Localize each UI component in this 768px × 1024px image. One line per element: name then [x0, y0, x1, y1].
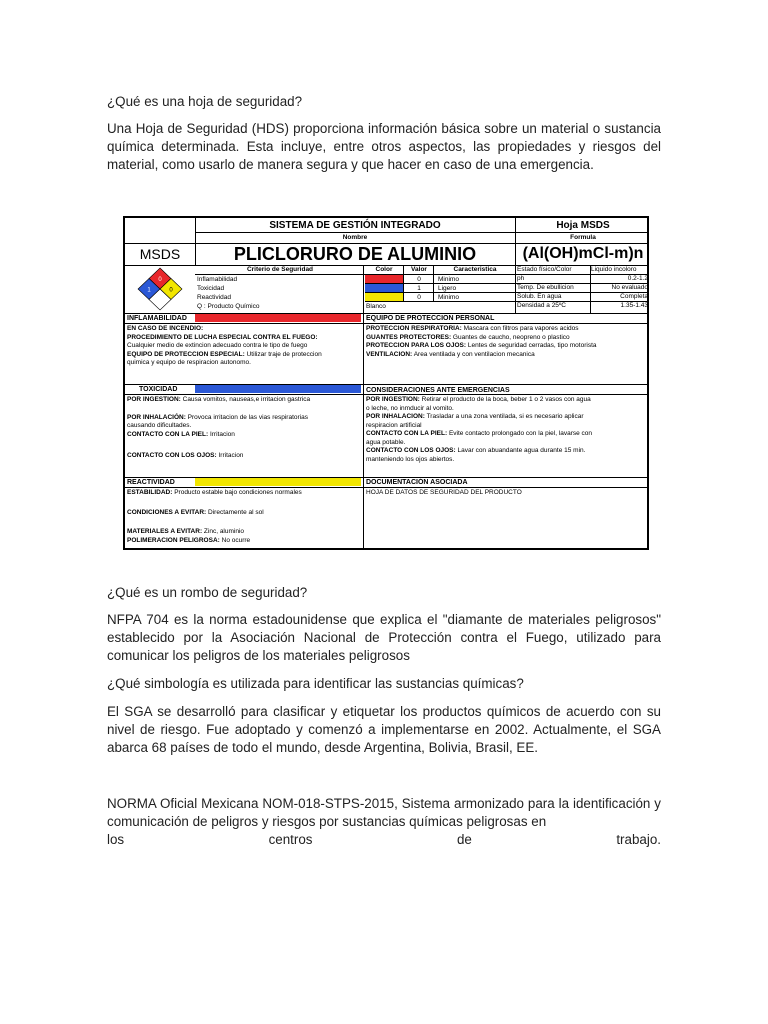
- header-title: SISTEMA DE GESTIÓN INTEGRADO: [269, 220, 441, 231]
- criteria-caracteristica: Minimo: [438, 294, 459, 301]
- toxicidad-bar: [195, 385, 361, 393]
- hdr-caracteristica: Caracteristica: [453, 266, 497, 273]
- diamond-right-value: 0: [169, 287, 173, 294]
- product-formula: (Al(OH)mCl-m)n: [522, 245, 644, 262]
- label-nombre: Nombre: [342, 234, 368, 241]
- criteria-valor: 0: [417, 276, 421, 283]
- header-doc: Hoja MSDS: [556, 220, 610, 231]
- section-epp-title: EQUIPO DE PROTECCION PERSONAL: [366, 315, 495, 322]
- color-swatch-red: [365, 275, 403, 283]
- epp-block: PROTECCION RESPIRATORIA: Mascara con filtros para vapores acidos GUANTES PROTECTORES: Guantes de caucho, neopreno o plastico PROTECCION PARA LOS OJOS: Lentes de seguridad cerradas, tipo motorista VENTILACION: Area ventilada y con ventilacion mecanica: [366, 325, 597, 358]
- product-name: PLICLORURO DE ALUMINIO: [233, 244, 477, 264]
- emergencias-block: POR INGESTION: Retirar el producto de la boca, beber 1 o 2 vasos con agua o leche, no inmducir al vomito. POR INHALACION: Trasladar a una zona ventilada, si es necesario aplicar respiracion artificial CONTACTO CON LA PIEL: Evite contacto prolongado con la piel, lavarse con agua potable. CONTACTO CON LOS OJOS: Lavar con abuandante agua durante 15 min. manteniendo los ojos abiertos.: [366, 396, 593, 463]
- prop-label: Estado físico/Color: [517, 266, 572, 273]
- hdr-valor: Valor: [411, 266, 427, 273]
- criteria-caracteristica: Minimo: [438, 276, 459, 283]
- criteria-caracteristica: Ligero: [438, 285, 457, 292]
- toxicidad-block: POR INGESTION: Causa vomitos, nauseas,e irritacion gastrica POR INHALACIÓN: Provoca irritacion de las vias respiratorias causando dificultades. CONTACTO CON LA PIEL: Irritacion CONTACTO CON LOS OJOS: Irritacion: [127, 396, 311, 459]
- paragraph-hds: Una Hoja de Seguridad (HDS) proporciona información básica sobre un material o sustancia química determinada. Esta incluye, entre otros aspectos, las propiedades y riesgos del material, como usarlo de manera segura y que hacer en caso de una emergencia.: [107, 121, 661, 172]
- paragraph-nom: NORMA Oficial Mexicana NOM-018-STPS-2015, Sistema armonizado para la identificación y comunicación de peligros y riesgos por sustancias químicas peligrosas en: [107, 796, 661, 829]
- section-inflamabilidad-title: INFLAMABILIDAD: [127, 315, 187, 322]
- prop-value: No evaluado: [611, 284, 648, 291]
- question-hoja-seguridad: ¿Qué es una hoja de seguridad?: [107, 94, 303, 109]
- label-formula: Formula: [570, 234, 596, 241]
- section-toxicidad-title: TOXICIDAD: [139, 386, 178, 393]
- prop-label: Temp. De ebullicion: [517, 284, 574, 291]
- section-emergencias-title: CONSIDERACIONES ANTE EMERGENCIAS: [366, 387, 510, 394]
- section-documentacion-title: DOCUMENTACIÓN ASOCIADA: [366, 479, 468, 486]
- diamond-left-value: 1: [147, 287, 151, 294]
- diamond-top-value: 0: [158, 277, 162, 283]
- color-swatch-blue: [365, 284, 403, 292]
- prop-value: 1.35-1.43: [620, 302, 648, 309]
- prop-value: Liquido incoloro: [591, 266, 637, 273]
- prop-label: ph: [517, 275, 525, 282]
- section-reactividad-title: REACTIVIDAD: [127, 479, 175, 486]
- prop-label: Solub. En agua: [517, 293, 562, 300]
- hdr-criterio: Criterio de Seguridad: [246, 266, 314, 273]
- criteria-valor: 1: [417, 285, 421, 292]
- paragraph-sga: El SGA se desarrolló para clasificar y etiquetar los productos químicos de acuerdo con su nivel de riesgo. Fue adoptado y comenzó a implementarse en 2002. Actualmente, el SGA abarca 68 países de todo el mundo, desde Argentina, Bolivia, Brasil, EE.: [107, 704, 661, 755]
- prop-label: Densidad a 25ºC: [517, 302, 566, 309]
- color-label-blanco: Blanco: [366, 303, 386, 310]
- prop-value: 0.2-1.2: [627, 275, 648, 282]
- documentacion-text: HOJA DE DATOS DE SEGURIDAD DEL PRODUCTO: [366, 489, 522, 496]
- incendio-block: EN CASO DE INCENDIO: PROCEDIMIENTO DE LUCHA ESPECIAL CONTRA EL FUEGO: Cualquier medio de extincion adecuado contra le tipo de fuego EQUIPO DE PROTECCION ESPECIAL: Utilizar traje de proteccion quimica y equipo de respiracion autonomo.: [127, 325, 322, 366]
- reactividad-block: ESTABILIDAD: Producto estable bajo condiciones normales CONDICIONES A EVITAR: Directamente al sol MATERIALES A EVITAR: Zinc, aluminio POLIMERACION PELIGROSA: No ocurre: [127, 489, 302, 544]
- criteria-valor: 0: [417, 294, 421, 301]
- prop-value: Completa: [620, 293, 648, 300]
- paragraph-nfpa: NFPA 704 es la norma estadounidense que explica el "diamante de materiales peligrosos" establecido por la Asociación Nacional de Protección contra el Fuego, utilizado para comunicar los peligros de los materiales peligrosos: [107, 612, 661, 663]
- question-rombo: ¿Qué es un rombo de seguridad?: [107, 585, 308, 600]
- nfpa-diamond-icon: [137, 267, 183, 311]
- color-swatch-yellow: [365, 293, 403, 301]
- criteria-row: Inflamabilidad: [197, 276, 238, 283]
- criteria-row: Reactividad: [197, 294, 231, 301]
- paragraph-nom-end: los centros de trabajo.: [107, 832, 661, 847]
- hdr-color: Color: [375, 266, 393, 273]
- label-msds: MSDS: [139, 246, 181, 262]
- criteria-row: Q : Producto Químico: [197, 303, 260, 310]
- msds-sheet: [123, 216, 649, 550]
- criteria-row: Toxicidad: [197, 285, 225, 292]
- reactividad-bar: [195, 478, 361, 486]
- question-simbologia: ¿Qué simbología es utilizada para identificar las sustancias químicas?: [107, 676, 524, 691]
- inflamabilidad-bar: [195, 314, 361, 322]
